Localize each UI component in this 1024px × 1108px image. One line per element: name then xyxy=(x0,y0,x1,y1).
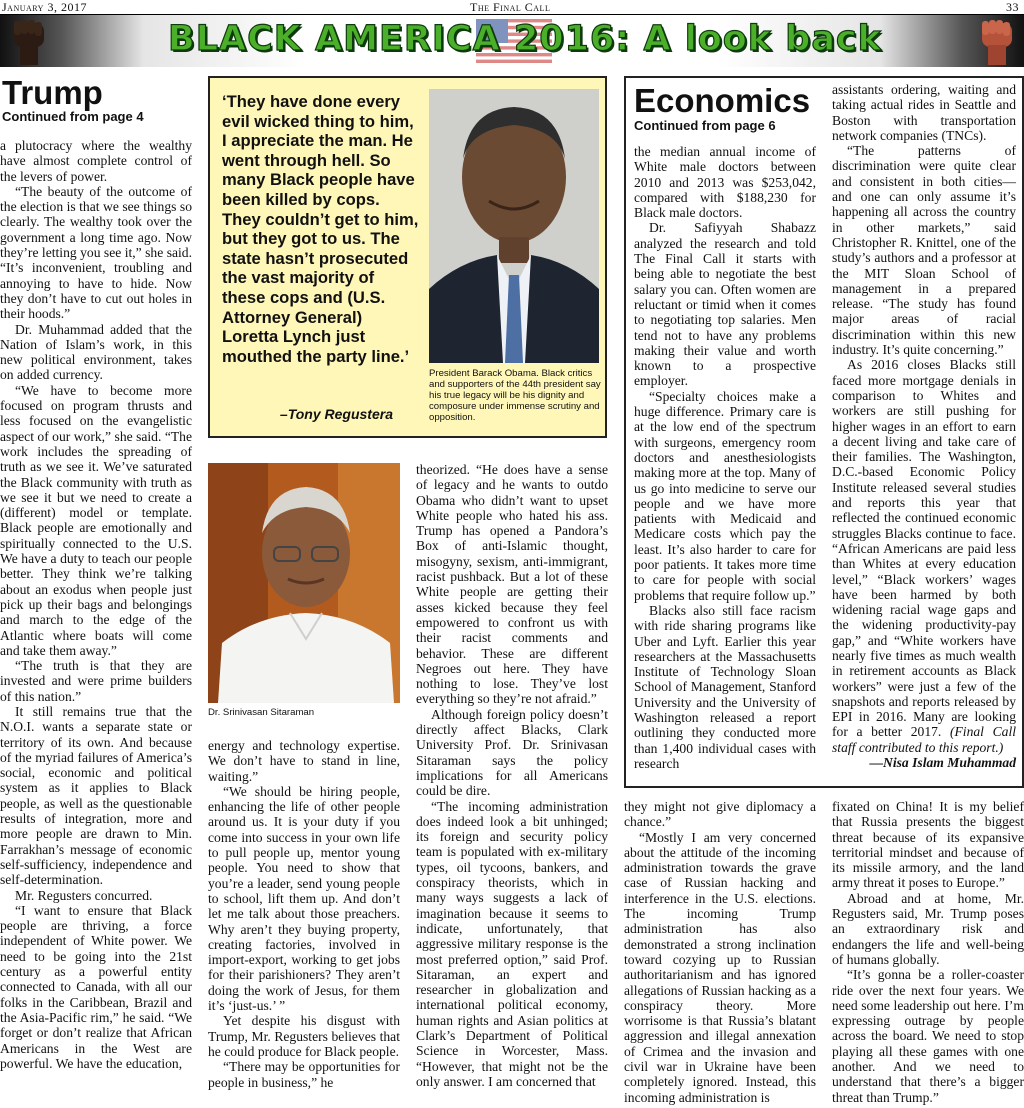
paragraph: “The truth is that they are invested and were prime builders of this nation.” xyxy=(0,658,192,704)
paragraph: Blacks also still face racism with ride sharing programs like Uber and Lyft. Earlier this year researchers at the Massachusetts Institute of Technology Sloan School of Management, Stanford University and the University of Washington released a report outlining they conducted more than 1,400 individual cases with research xyxy=(634,602,816,771)
page-number: 33 xyxy=(1006,0,1019,14)
economics-box xyxy=(624,76,1024,788)
paragraph-text: As 2016 closes Blacks still faced more mortgage denials in comparison to Whites and workers are still pushing for higher wages in an effort to earn a decent living and take care of their families. The Washington, D.C.-based Economic Policy Institute released several studies and reports this year that reflected the continued economic struggles Blacks continue to face. “African Americans are paid less than Whites at every education level,” “Black workers’ wages have been harmed by both widening racial wage gaps and the widening productivity-pay gap,” and “White workers have nearly five times as much wealth in retirement accounts as Black workers” were just a few of the snapshots and reports released by EPI in 2016. Many are looking for a better 2017. xyxy=(832,357,1016,740)
trump-column-3 xyxy=(416,462,608,1089)
paragraph: Abroad and at home, Mr. Regusters said, Mr. Trump poses an extraordinary risk and endangers the life and well-being of humans globally. xyxy=(832,890,1024,967)
economics-column-1 xyxy=(634,144,816,771)
banner-title: BLACK AMERICA 2016: A look back xyxy=(168,19,882,59)
trump-column-4 xyxy=(624,799,816,1105)
trump-column-5 xyxy=(832,799,1024,1105)
paragraph: assistants ordering, waiting and taking actual rides in Seattle and Boston with transportation network companies (TNCs). xyxy=(832,82,1016,143)
paragraph: the median annual income of White male doctors between 2010 and 2013 was $253,042, compared with $188,230 for Black male doctors. xyxy=(634,144,816,221)
paragraph: “Mostly I am very concerned about the attitude of the incoming administration towards the grave case of Russian hacking and interference in the U.S. elections. The incoming Trump administration has also demonstrated a strong inclination toward cozying up to Russian authoritarianism and has ignored allegations of Russian hacking as a conspiracy theory. More worrisome is that Russia’s blatant aggression and illegal annexation of Crimea and the invasion and civil war in Ukraine have been completely ignored. Instead, this incoming administration is xyxy=(624,829,816,1105)
sitaraman-photo-caption: Dr. Srinivasan Sitaraman xyxy=(208,707,315,718)
obama-photo-caption: President Barack Obama. Black critics and supporters of the 44th president say his true legacy will be his dignity and composure under immense scrutiny and opposition. xyxy=(429,368,601,423)
section-banner xyxy=(0,15,1024,67)
paragraph: a plutocracy where the wealthy have almost complete control of the levers of power. xyxy=(0,138,192,184)
pull-quote-box xyxy=(208,76,607,438)
paragraph: Yet despite his disgust with Trump, Mr. Regusters believes that he could produce for Black people. xyxy=(208,1013,400,1059)
paragraph: Although foreign policy doesn’t directly affect Blacks, Clark University Prof. Dr. Srinivasan Sitaraman says the policy implications for all Americans could be dire. xyxy=(416,706,608,799)
paragraph: fixated on China! It is my belief that Russia presents the biggest threat because of its expansive territorial mindset and because of its missile armory, and the land army threat it poses to Europe.” xyxy=(832,799,1024,891)
paragraph: “Specialty choices make a huge difference. Primary care is at the low end of the spectrum with surgeons, emergency room doctors and anesthesiologists making more at the top. Many of us go into medicine to serve our people and we have more patients with Medicaid and Medicare costs which pay the least. It’s also harder to care for poor patients. It takes more time to care for people with social problems that require follow up.” xyxy=(634,388,816,603)
paragraph: “There may be opportunities for people in business,” he xyxy=(208,1059,400,1090)
economics-byline: —Nisa Islam Muhammad xyxy=(869,755,1016,771)
economics-continued-label: Continued from page 6 xyxy=(634,118,776,133)
paragraph: “We have to become more focused on program thrusts and less focused on the evangelistic aspect of our work,” she said. “The work includes the spreading of truth as we see it. We’ve saturated the Black community with truth as we see it but we need to create a (different) model or template. Black people are emotionally and spiritually connected to the U.S. We have a duty to teach our people better. They think we’re talking about an exodus when people just pick up their bags and belongings and march to the edge of the Atlantic where boats will come and take them away.” xyxy=(0,382,192,658)
raised-fist-right-icon xyxy=(974,17,1020,65)
running-header xyxy=(0,0,1024,14)
paragraph: It still remains true that the N.O.I. wants a separate state or territory of its own. And because of the myriad failures of America’s social, economic and political system as it applies to Black people, as well as the questionable results of integration, more and more people are drawn to Min. Farrakhan’s message of economic self-sufficiency, independence and self-determination. xyxy=(0,703,192,888)
paragraph: “The patterns of discrimination were quite clear and consistent in both cities—and one can only assume it’s happening all across the country in other markets,” said Christopher R. Knittel, one of the study’s authors and a professor at the MIT Sloan School of management in a prepared release. “The study has found major areas of racial discrimination within this new industry. It’s quite concerning.” xyxy=(832,143,1016,358)
economics-headline: Economics xyxy=(634,82,811,119)
paragraph: energy and technology expertise. We don’t have to stand in line, waiting.” xyxy=(208,738,400,784)
trump-column-2 xyxy=(208,738,400,1090)
trump-column-1 xyxy=(0,138,192,1071)
trump-headline: Trump xyxy=(2,74,103,111)
pull-quote-attribution: –Tony Regustera xyxy=(279,406,393,422)
paragraph: “It’s gonna be a roller-coaster ride over the next four years. We need some leadership out here. I’m expressing outrage by people across the board. We need to stop playing all these games with one another. And we need to understand that there’s a bigger threat than Trump.” xyxy=(832,967,1024,1105)
paragraph: “The incoming administration does indeed look a bit unhinged; its foreign and security policy team is populated with ex-military types, oil tycoons, bankers, and conspiracy theorists, which in many ways suggests a lack of imagination because it seems to indicate, unfortunately, that aggressive military response is the most preferred option,” said Prof. Sitaraman, an expert and researcher in globalization and international political economy, human rights and Asian politics at Clark’s Department of Political Science in Worcester, Mass. “However, that might not be the only answer. I am concerned that xyxy=(416,798,608,1089)
paragraph: “I want to ensure that Black people are thriving, a force independent of White power. We need to be going into the 21st century as a powerful entity connected to Canada, with all our folks in the Caribbean, Brazil and the Asia-Pacific rim,” he said. “We forget or don’t realize that African Americans in the West are powerful. We have the education, xyxy=(0,902,192,1071)
issue-date: January 3, 2017 xyxy=(2,0,87,14)
trump-continued-label: Continued from page 4 xyxy=(2,109,144,124)
paragraph: Dr. Safiyyah Shabazz analyzed the research and told The Final Call it starts with being able to negotiate the best salary you can. Often women are reluctant or timid when it comes to negotiating top salaries. Men tend not to have any problems making their value and worth known to a prospective employer. xyxy=(634,220,816,389)
raised-fist-left-icon xyxy=(6,17,52,65)
paragraph: Dr. Muhammad added that the Nation of Islam’s work, in this new political environment, takes on added currency. xyxy=(0,321,192,383)
economics-column-2 xyxy=(832,82,1016,770)
sitaraman-photo xyxy=(208,463,400,703)
paragraph: theorized. “He does have a sense of legacy and he wants to outdo Obama who didn’t want to upset White people who hated his ass. Trump has opened a Pandora’s Box of anti-Islamic thought, misogyny, sexism, anti-immigrant, racist pushback. But a lot of these White people are getting their asses kicked because they feel empowered to confront us with their racist comments and behavior. These are different Negroes out here. They have nothing to lose. They’ve lost everything so they’re not afraid.” xyxy=(416,462,608,707)
paragraph: “We should be hiring people, enhancing the life of other people around us. It is your duty if you come into success in your own life to pull people up, mentor young people. You need to show that you’re a leader, send young people to school, lift them up. And don’t let me talk about those preachers. Why aren’t they buying property, creating factories, involved in import-export, working to get jobs for their parishioners? They aren’t doing the work of Jesus, for them it’s ‘just-us.’ ” xyxy=(208,783,400,1014)
paragraph: they might not give diplomacy a chance.” xyxy=(624,799,816,830)
staff-note: (Final Call staff contributed to this report.) xyxy=(832,724,1016,755)
paragraph xyxy=(832,357,1016,755)
paragraph: Mr. Regusters concurred. xyxy=(15,887,153,903)
pull-quote: ‘They have done every evil wicked thing to him, I appreciate the man. He went through hell. So many Black people have been killed by cops. They couldn’t get to him, but they got to us. The state hasn’t prosecuted the vast majority of these cops and (U.S. Attorney General) Loretta Lynch just mouthed the party line.’ xyxy=(222,92,419,366)
paragraph: “The beauty of the outcome of the election is that we see things so clearly. The wealthy took over the government a long time ago. Now they’re letting you see it,” she said. “It’s inconvenient, troubling and annoying to have to hide. Now they don’t have to cut out holes in their hoods.” xyxy=(0,183,192,322)
publication-name: The Final Call xyxy=(470,0,551,14)
obama-photo xyxy=(429,89,599,363)
